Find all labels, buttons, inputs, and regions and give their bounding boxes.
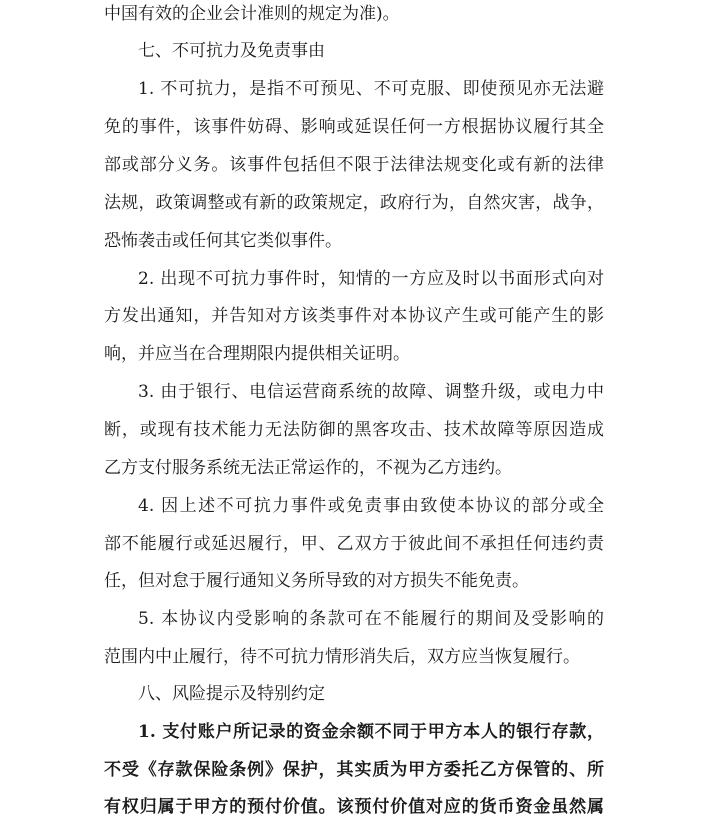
paragraph-line: 免的事件，该事件妨碍、影响或延误任何一方根据协议履行其全 (104, 117, 604, 137)
section-7-heading: 七、不可抗力及免责事由 (138, 41, 325, 61)
paragraph-line: 响，并应当在合理期限内提供相关证明。 (104, 344, 410, 364)
paragraph-line: 任，但对怠于履行通知义务所导致的对方损失不能免责。 (104, 571, 529, 591)
paragraph-line: 3. 由于银行、电信运营商系统的故障、调整升级，或电力中 (138, 382, 604, 402)
paragraph-line: 乙方支付服务系统无法正常运作的，不视为乙方违约。 (104, 458, 512, 478)
paragraph-line: 恐怖袭击或任何其它类似事件。 (104, 231, 342, 251)
intro-line: 中国有效的企业会计准则的规定为准)。 (104, 4, 400, 24)
paragraph-line: 1. 支付账户所记录的资金余额不同于甲方本人的银行存款， (138, 722, 604, 742)
paragraph-line: 部不能履行或延迟履行，甲、乙双方于彼此间不承担任何违约责 (104, 534, 604, 554)
paragraph-line: 断，或现有技术能力无法防御的黑客攻击、技术故障等原因造成 (104, 420, 604, 440)
paragraph-line: 法规，政策调整或有新的政策规定，政府行为，自然灾害，战争， (104, 193, 604, 213)
paragraph-line: 1. 不可抗力，是指不可预见、不可克服、即使预见亦无法避 (138, 79, 604, 99)
paragraph-line: 有权归属于甲方的预付价值。该预付价值对应的货币资金虽然属 (104, 797, 604, 817)
paragraph-line: 5. 本协议内受影响的条款可在不能履行的期间及受影响的 (138, 609, 604, 629)
section-8-heading: 八、风险提示及特别约定 (138, 684, 325, 704)
paragraph-line: 范围内中止履行，待不可抗力情形消失后，双方应当恢复履行。 (104, 647, 580, 667)
paragraph-line: 部或部分义务。该事件包括但不限于法律法规变化或有新的法律 (104, 155, 604, 175)
paragraph-line: 不受《存款保险条例》保护，其实质为甲方委托乙方保管的、所 (104, 760, 604, 780)
paragraph-line: 方发出通知，并告知对方该类事件对本协议产生或可能产生的影 (104, 306, 604, 326)
paragraph-line: 2. 出现不可抗力事件时，知情的一方应及时以书面形式向对 (138, 269, 604, 289)
paragraph-line: 4. 因上述不可抗力事件或免责事由致使本协议的部分或全 (138, 496, 604, 516)
